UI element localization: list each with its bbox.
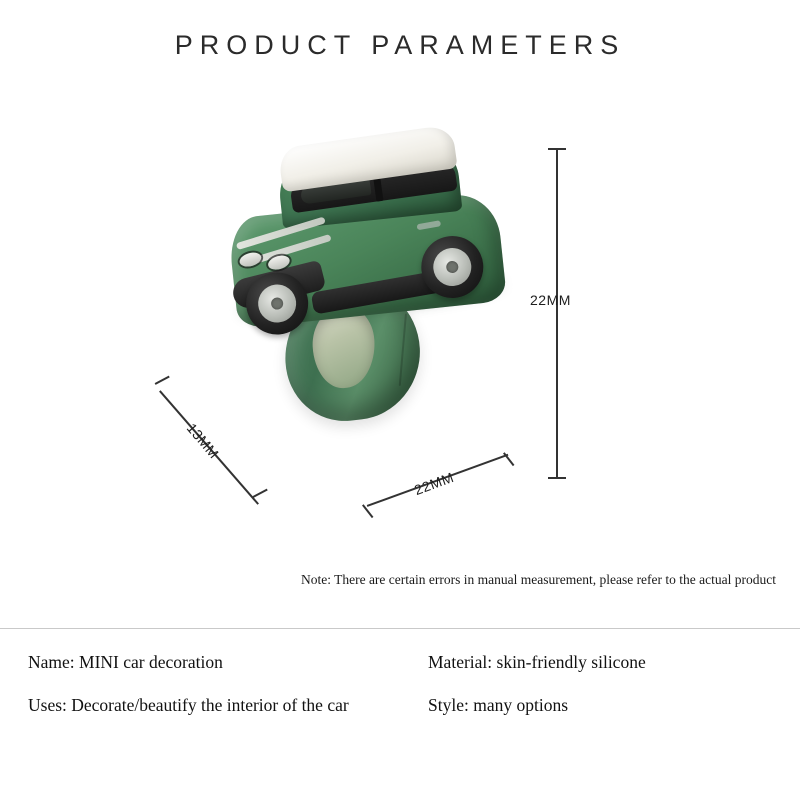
page-title: PRODUCT PARAMETERS [174,30,626,60]
spec-material: Material: skin-friendly silicone [428,652,646,672]
measurement-note: Note: There are certain errors in manual measurement, please refer to the actual product [300,572,776,587]
spec-uses: Uses: Decorate/beautify the interior of the car [28,695,349,715]
wheel-hub [431,246,473,288]
product-image [150,110,570,550]
dimension-label-height: 22MM [530,292,571,308]
dimension-label-depth: 13MM [183,420,223,462]
wheel-hub [256,283,298,325]
dimension-cap-height-bottom [548,477,566,479]
spec-list [28,652,776,716]
spec-name: Name: MINI car decoration [28,652,223,672]
mini-car-figure [200,119,530,360]
mini-car-ring-illustration [150,110,570,550]
dimension-label-width: 22MM [412,469,456,499]
dimension-cap-height-top [548,148,566,150]
spec-style: Style: many options [428,695,568,715]
section-divider [0,628,800,629]
dimension-line-height [556,148,558,478]
